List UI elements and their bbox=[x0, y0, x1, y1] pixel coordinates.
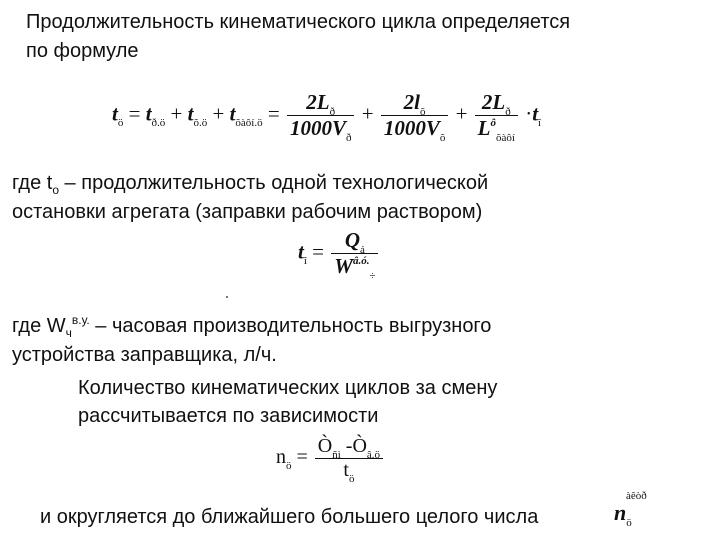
rounding-note: и округляется до ближайшего большего целого числа bbox=[40, 506, 539, 528]
unloader-capacity-definition-line-2: устройства заправщика, л/ч. bbox=[12, 344, 277, 366]
overlay-corner-text: àêòð bbox=[626, 490, 647, 502]
overlay-symbol: $n_ö$ bbox=[614, 500, 632, 529]
fraction-shift-over-cycle: $\frac{Ò_{ñì} -Ò_{â.ö}}{t_ö}$ bbox=[315, 435, 383, 482]
stop-time-formula: $t_î$ = $\frac{Q_á}{W^{â.ó.}_\div}$ bbox=[298, 228, 380, 279]
cycle-count-intro-line-2: рассчитывается по зависимости bbox=[78, 405, 379, 427]
fraction-working-run: $\frac{2L_ð}{1000V_ð}$ bbox=[287, 90, 355, 141]
fraction-stops: $\frac{2L_ð}{L^ô_{õàôí}}$ bbox=[475, 90, 518, 141]
cycle-count-formula: $n_ö$ = $\frac{Ò_{ñì} -Ò_{â.ö}}{t_ö}$ bbox=[276, 435, 385, 482]
unloader-capacity-definition-line-1: где $W_ч^{в.у.}$ – часовая производительность выгрузного bbox=[12, 313, 492, 340]
cycle-count-intro-line-1: Количество кинематических циклов за смену bbox=[78, 377, 498, 399]
heading-line-2: по формуле bbox=[26, 40, 139, 62]
stop-duration-definition-line-1: где $t_о$ – продолжительность одной технологической bbox=[12, 172, 489, 197]
heading-line-1: Продолжительность кинематического цикла определяется bbox=[26, 11, 571, 33]
cycle-duration-formula: $t_ö = t_{ð.ö} + t_{õ.ö} + t_{õàôí.ö}$ = $\frac{2L_ð}{1000V_ð}$ + $\frac{2l_õ}{1000V_õ}$ + $\frac{2L_ð}{L^ô_{õàôí}}$ $\cdot t_î$ bbox=[112, 90, 542, 144]
stop-duration-definition-line-2: остановки агрегата (заправки рабочим раствором) bbox=[12, 201, 483, 223]
fraction-volume-over-rate: $\frac{Q_á}{W^{â.ó.}_\div}$ bbox=[331, 228, 378, 279]
stray-dot bbox=[226, 296, 228, 298]
fraction-idle-run: $\frac{2l_õ}{1000V_õ}$ bbox=[381, 90, 449, 141]
